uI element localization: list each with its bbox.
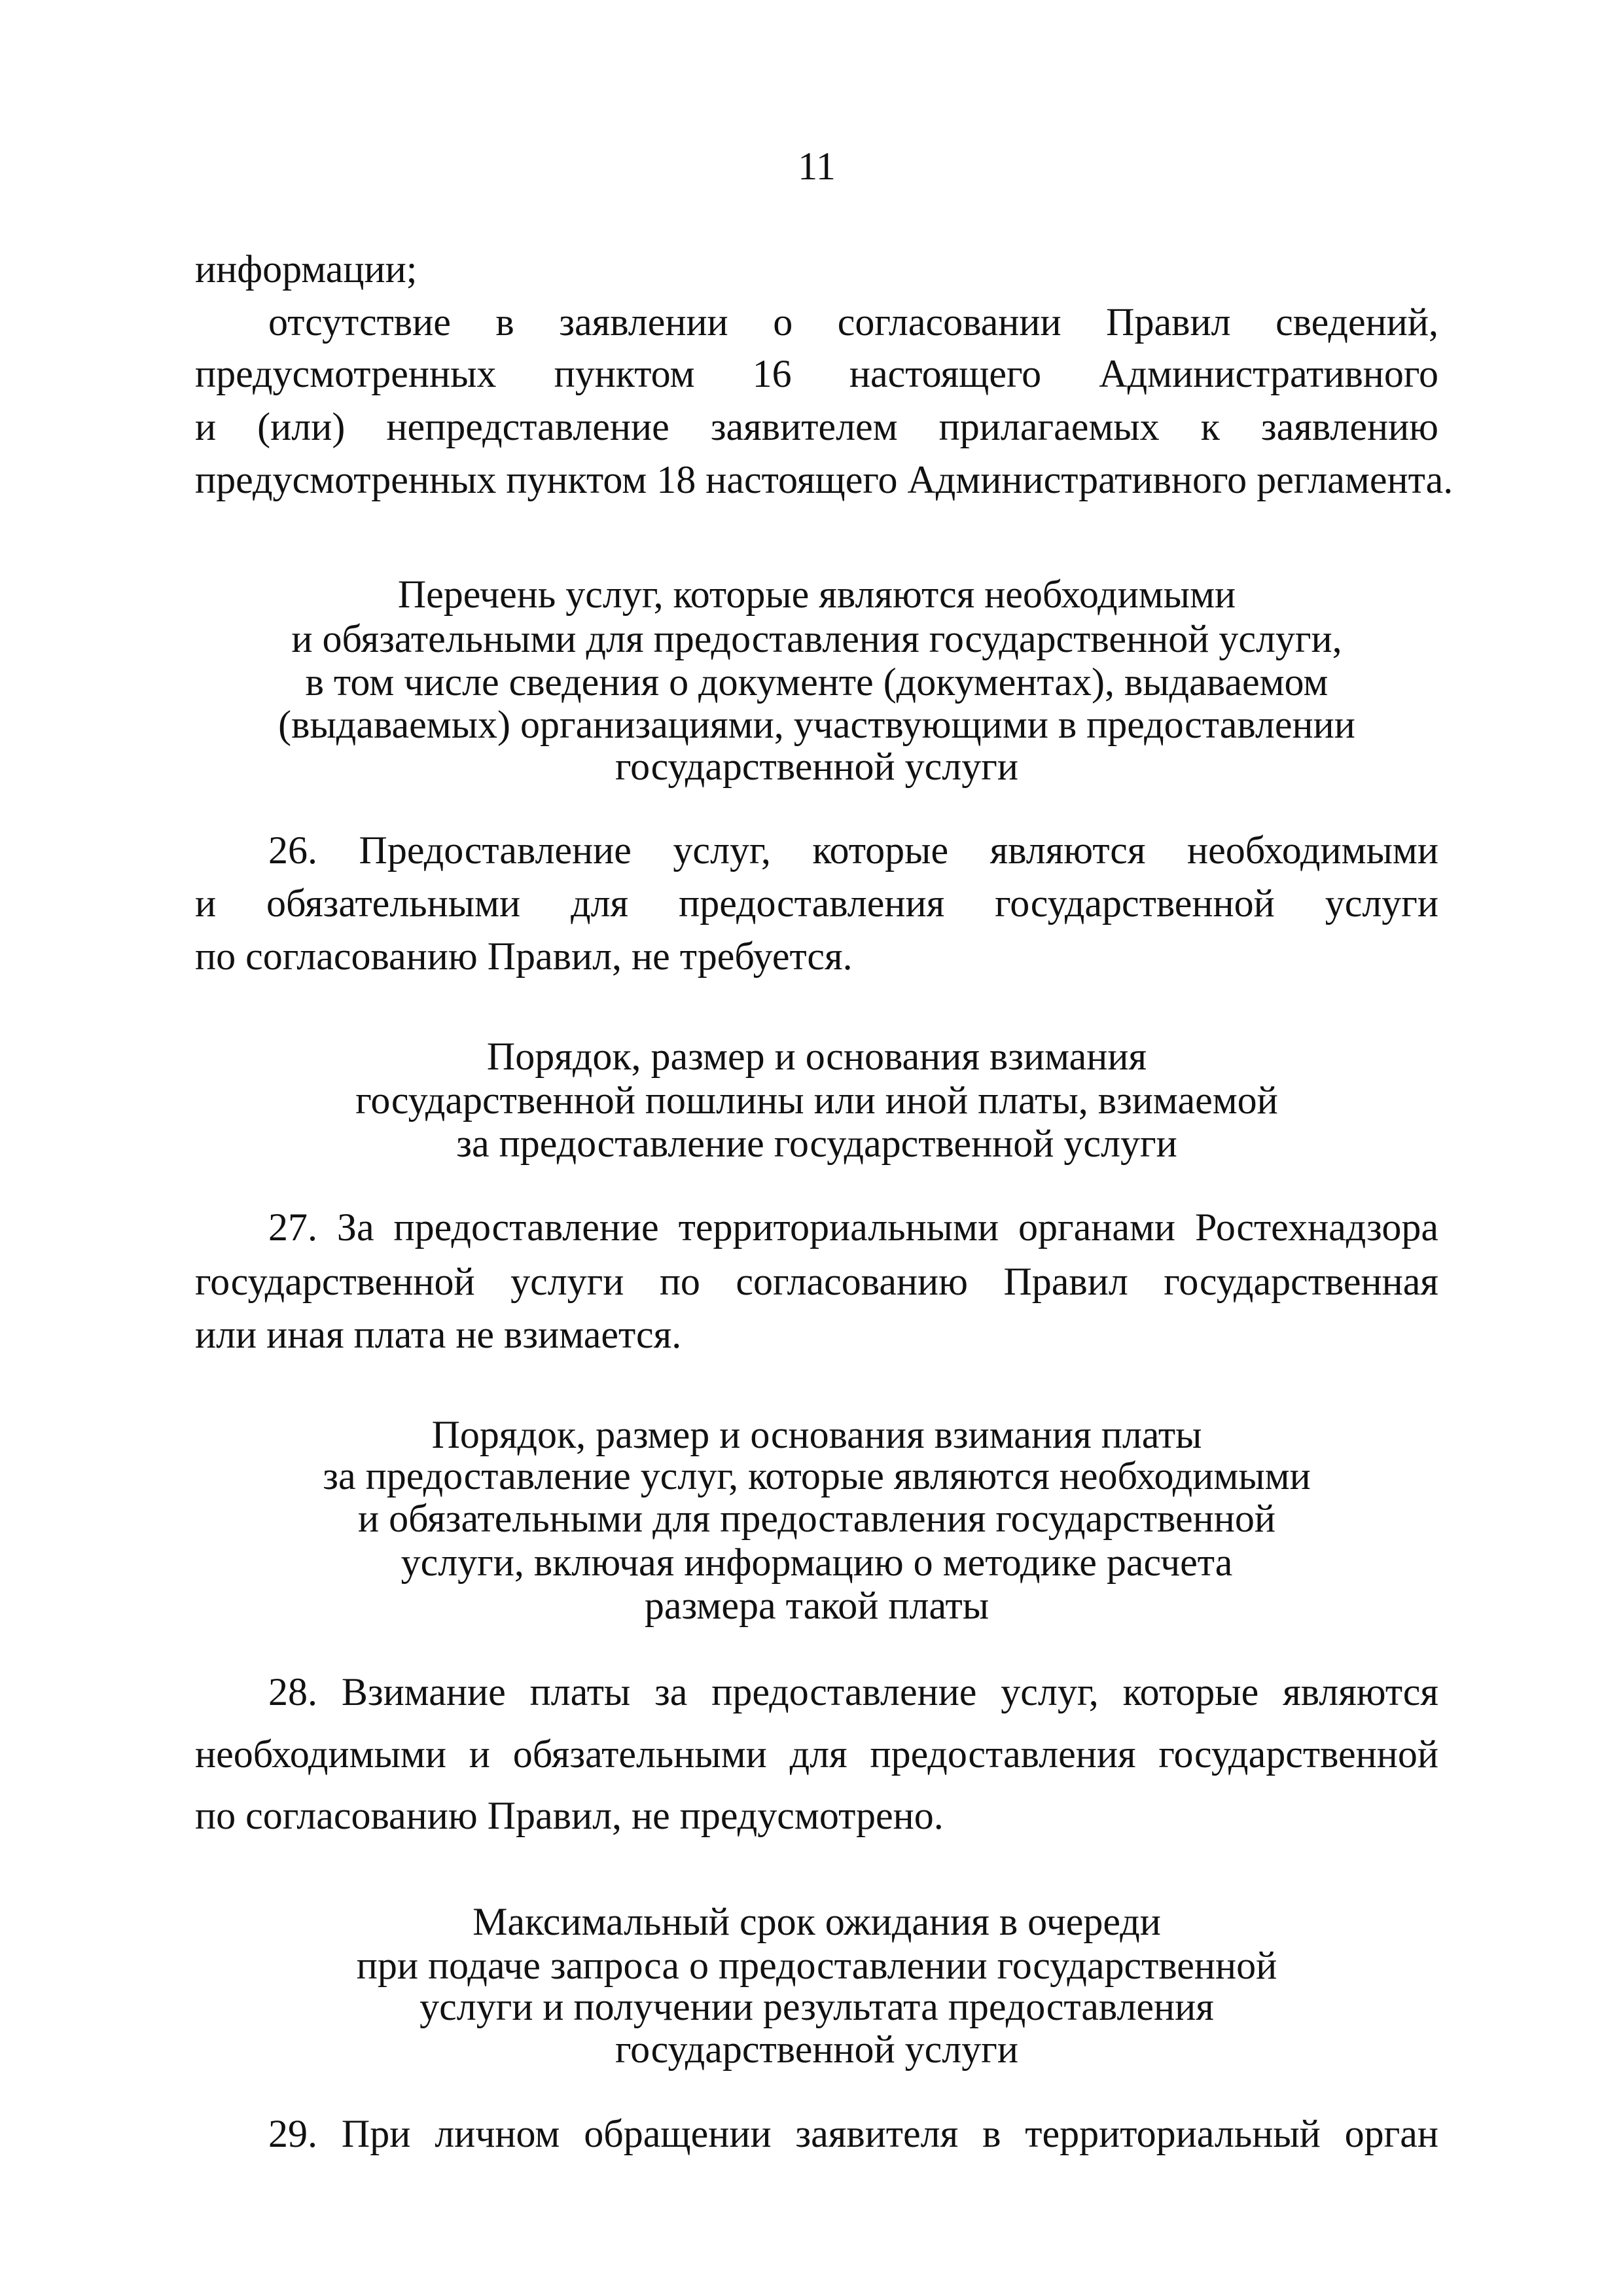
- heading-line: услуги, включая информацию о методике расчета: [401, 1541, 1233, 1584]
- heading-line: услуги и получении результата предоставления: [419, 1985, 1214, 2028]
- text-line: необходимыми и обязательными для предоставления государственной: [195, 1732, 1438, 1776]
- heading-line: Порядок, размер и основания взимания платы: [431, 1413, 1202, 1456]
- text-line: и обязательными для предоставления государственной услуги: [195, 882, 1438, 925]
- text-line: предусмотренных пунктом 16 настоящего Административного: [195, 352, 1438, 395]
- heading-line: и обязательными для предоставления государственной услуги,: [291, 617, 1342, 660]
- text-line: отсутствие в заявлении о согласовании Правил сведений,: [268, 300, 1438, 344]
- heading-line: Перечень услуг, которые являются необходимыми: [397, 573, 1236, 616]
- text-line: и (или) непредставление заявителем прилагаемых к заявлению: [195, 405, 1438, 448]
- text-line: предусмотренных пунктом 18 настоящего Административного регламента.: [195, 458, 1454, 501]
- page-number: 11: [798, 145, 836, 188]
- text-line: информации;: [195, 247, 418, 291]
- text-line: по согласованию Правил, не предусмотрено.: [195, 1794, 944, 1837]
- heading-line: государственной услуги: [615, 745, 1018, 788]
- heading-line: государственной услуги: [615, 2028, 1018, 2071]
- heading-line: за предоставление услуг, которые являются необходимыми: [323, 1454, 1311, 1498]
- text-line: 26. Предоставление услуг, которые являются необходимыми: [268, 829, 1438, 872]
- text-line: или иная плата не взимается.: [195, 1313, 682, 1356]
- heading-line: государственной пошлины или иной платы, взимаемой: [355, 1079, 1278, 1122]
- text-line: 27. За предоставление территориальными органами Ростехнадзора: [268, 1206, 1438, 1249]
- heading-line: в том числе сведения о документе (документах), выдаваемом: [305, 660, 1329, 704]
- heading-line: при подаче запроса о предоставлении государственной: [356, 1944, 1277, 1987]
- heading-line: и обязательными для предоставления государственной: [358, 1497, 1275, 1540]
- heading-line: размера такой платы: [644, 1584, 990, 1627]
- text-line: 29. При личном обращении заявителя в территориальный орган: [268, 2112, 1438, 2155]
- heading-line: (выдаваемых) организациями, участвующими в предоставлении: [278, 703, 1355, 746]
- text-line: по согласованию Правил, не требуется.: [195, 935, 853, 978]
- text-line: 28. Взимание платы за предоставление услуг, которые являются: [268, 1670, 1438, 1713]
- heading-line: за предоставление государственной услуги: [456, 1122, 1177, 1165]
- heading-line: Максимальный срок ожидания в очереди: [473, 1900, 1161, 1943]
- text-line: государственной услуги по согласованию Правил государственная: [195, 1260, 1438, 1303]
- heading-line: Порядок, размер и основания взимания: [486, 1035, 1147, 1078]
